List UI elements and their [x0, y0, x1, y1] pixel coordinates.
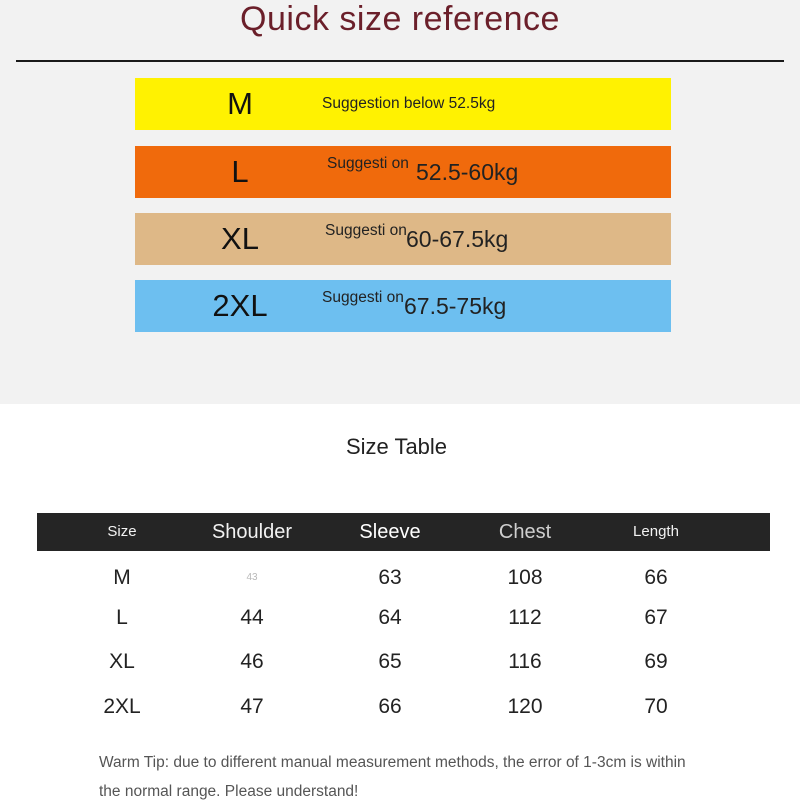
size-band-m	[135, 78, 671, 130]
cell-chest: 108	[507, 566, 543, 589]
table-row	[0, 642, 800, 682]
cell-sleeve: 66	[378, 695, 402, 718]
band-suggestion: Suggestion below 52.5kg	[322, 95, 496, 112]
cell-sleeve: 63	[378, 566, 402, 589]
size-band-xl	[135, 213, 671, 265]
band-size-label: XL	[221, 221, 259, 256]
cell-chest: 120	[507, 695, 543, 718]
cell-length: 67	[644, 606, 668, 629]
band-weight-range: 67.5-75kg	[404, 293, 507, 319]
cell-size: M	[113, 566, 131, 589]
table-row	[0, 558, 800, 598]
band-suggestion-label: Suggesti on	[327, 155, 409, 172]
band-size-label: 2XL	[212, 288, 268, 323]
divider	[16, 60, 784, 62]
size-table-header	[37, 513, 770, 551]
warm-tip: Warm Tip: due to different manual measurement methods, the error of 1-3cm is within the normal range. Please understand!	[99, 754, 686, 800]
table-row	[0, 598, 800, 638]
band-weight-range: 60-67.5kg	[406, 226, 509, 252]
band-size-label: M	[227, 86, 253, 121]
cell-chest: 112	[508, 606, 542, 629]
cell-shoulder: 47	[240, 695, 264, 718]
header-sleeve: Sleeve	[359, 521, 421, 543]
band-weight-range: 52.5-60kg	[416, 159, 519, 185]
cell-shoulder: 43	[246, 572, 258, 583]
cell-sleeve: 65	[378, 650, 402, 673]
table-row	[0, 687, 800, 727]
cell-size: L	[116, 606, 128, 629]
cell-chest: 116	[508, 650, 542, 673]
cell-length: 66	[644, 566, 668, 589]
size-band-l	[135, 146, 671, 198]
cell-shoulder: 44	[240, 606, 264, 629]
quick-reference-title: Quick size reference	[240, 0, 560, 38]
cell-size: XL	[109, 650, 135, 673]
header-size: Size	[107, 523, 137, 540]
cell-length: 69	[644, 650, 668, 673]
band-suggestion-label: Suggesti on	[325, 222, 407, 239]
cell-sleeve: 64	[378, 606, 402, 629]
header-length: Length	[633, 523, 679, 540]
header-chest: Chest	[498, 521, 552, 543]
cell-shoulder: 46	[240, 650, 264, 673]
band-size-label: L	[231, 154, 249, 189]
cell-length: 70	[644, 695, 668, 718]
size-band-2xl	[135, 280, 671, 332]
cell-size: 2XL	[103, 695, 141, 718]
band-suggestion-label: Suggesti on	[322, 289, 404, 306]
size-table-title: Size Table	[345, 434, 448, 459]
header-shoulder: Shoulder	[211, 521, 293, 543]
